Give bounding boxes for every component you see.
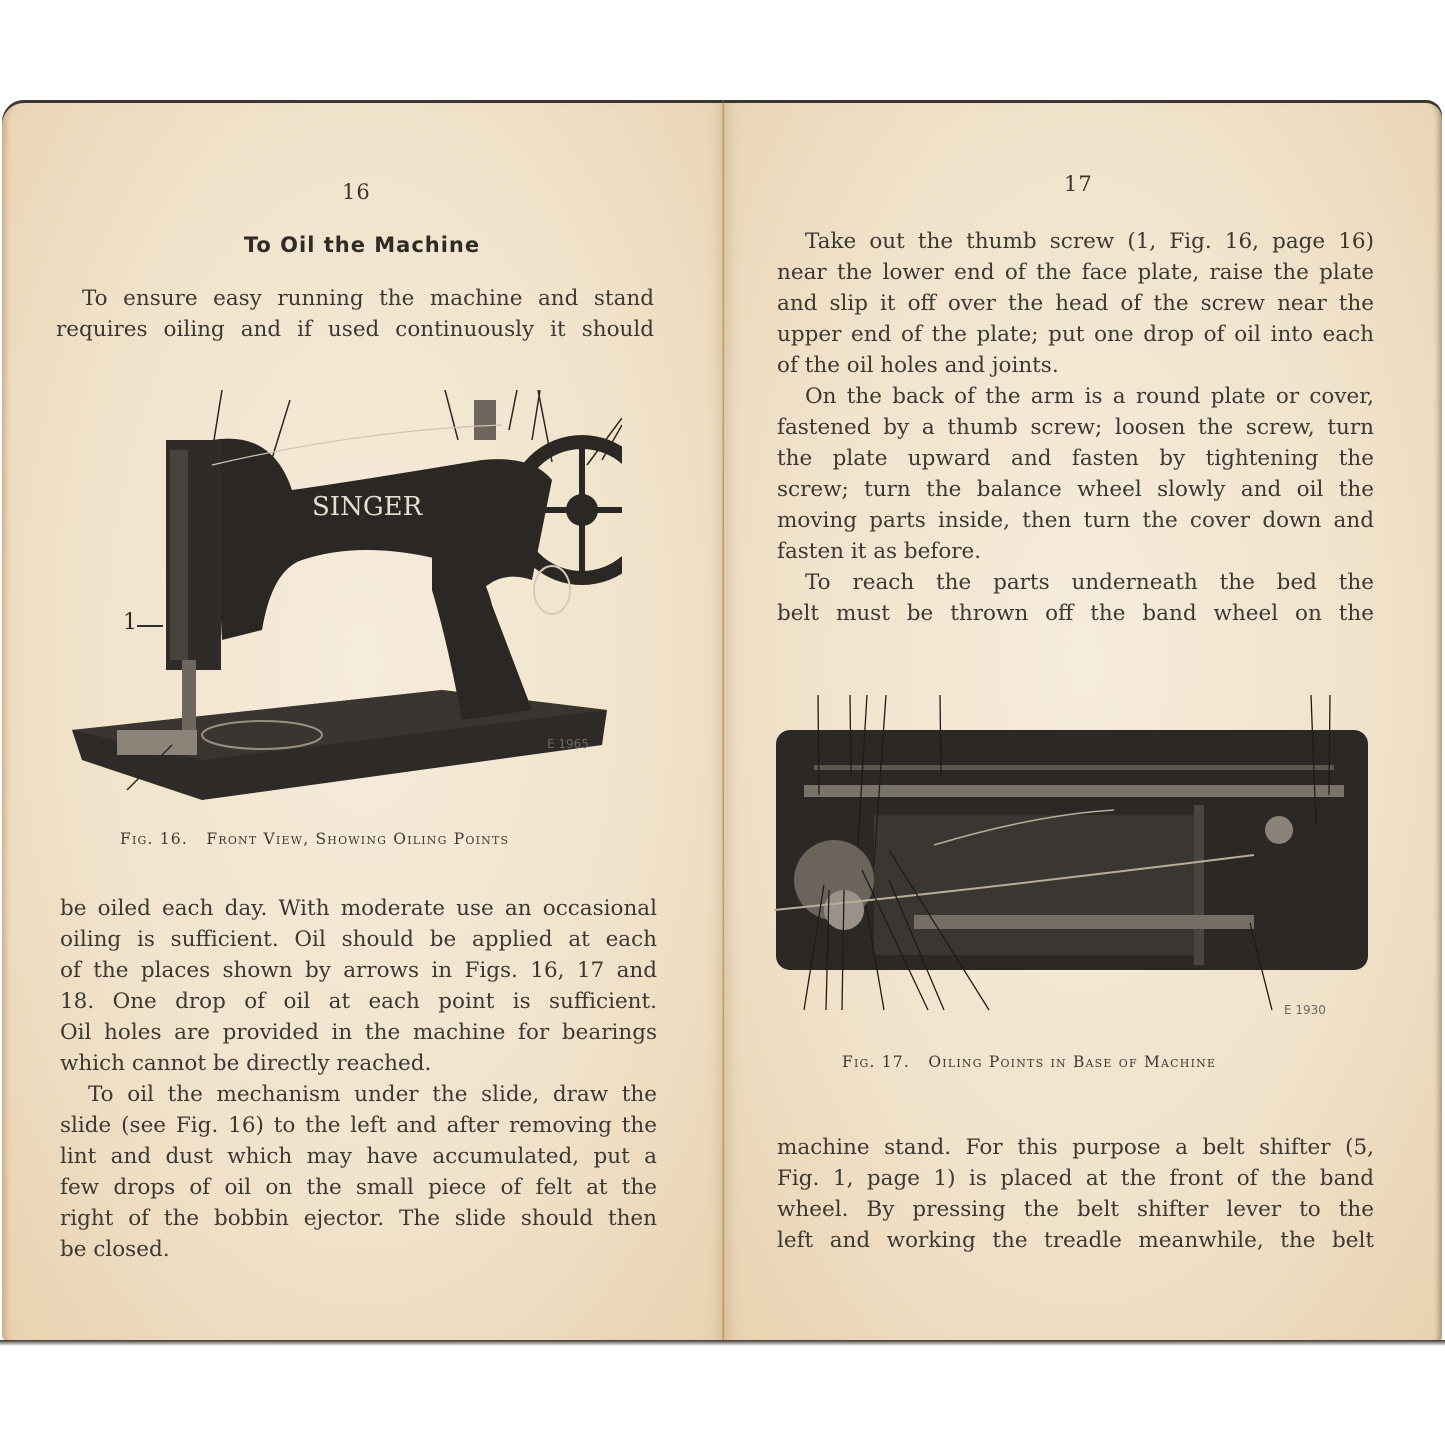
text-line: the plate upward and fasten by tightening the	[777, 446, 1374, 471]
text-line: On the back of the arm is a round plate or cover,	[805, 384, 1374, 409]
text-line: requires oiling and if used continuously it should	[56, 317, 654, 342]
brand-logo: SINGER	[312, 492, 423, 522]
text-line: of the places shown by arrows in Figs. 16, 17 and	[60, 958, 657, 983]
intro-paragraph	[56, 283, 654, 345]
text-line: slide (see Fig. 16) to the left and after removing the	[60, 1113, 657, 1138]
figure-label: Fig. 17.	[842, 1053, 910, 1071]
text-line: and slip it off over the head of the screw near the	[777, 291, 1374, 316]
figure-caption	[842, 1053, 1216, 1071]
figure-stamp: E 1930	[1284, 1003, 1326, 1017]
page-number: 17	[1064, 172, 1093, 196]
text-line: machine stand. For this purpose a belt shifter (5,	[777, 1135, 1374, 1160]
text-line: fasten it as before.	[777, 539, 982, 564]
text-line: To ensure easy running the machine and stand	[82, 286, 654, 311]
right-page	[724, 100, 1442, 1344]
top-paragraph	[777, 226, 1374, 629]
text-line: few drops of oil on the small piece of felt at the	[60, 1175, 657, 1200]
figure-stamp: E 1965	[547, 737, 589, 751]
section-heading: To Oil the Machine	[243, 233, 481, 257]
page-number: 16	[342, 180, 371, 204]
figure-label: Fig. 16.	[120, 830, 188, 848]
sewing-machine-figure	[62, 390, 622, 810]
text-line: fastened by a thumb screw; loosen the screw, turn	[777, 415, 1374, 440]
text-line: To reach the parts underneath the bed the	[805, 570, 1374, 595]
text-line: 18. One drop of oil at each point is sufficient.	[60, 989, 657, 1014]
text-line: oiling is sufficient. Oil should be applied at each	[60, 927, 657, 952]
machine-base-figure	[774, 695, 1374, 1015]
text-line: Fig. 1, page 1) is placed at the front of the band	[777, 1166, 1374, 1191]
text-line: of the oil holes and joints.	[777, 353, 1059, 378]
text-line: wheel. By pressing the belt shifter lever to the	[777, 1197, 1374, 1222]
text-line: moving parts inside, then turn the cover down and	[777, 508, 1374, 533]
text-line: upper end of the plate; put one drop of oil into each	[777, 322, 1374, 347]
figure-caption	[120, 830, 509, 848]
figure-caption-text: Front View, Showing Oiling Points	[206, 830, 510, 848]
text-line: right of the bobbin ejector. The slide should then	[60, 1206, 657, 1231]
text-line: Oil holes are provided in the machine for bearings	[60, 1020, 657, 1045]
text-line: which cannot be directly reached.	[60, 1051, 432, 1076]
book-bottom-edge	[0, 1340, 1445, 1346]
text-line: To oil the mechanism under the slide, draw the	[88, 1082, 657, 1107]
left-page	[2, 100, 724, 1344]
text-line: left and working the treadle meanwhile, the belt	[777, 1228, 1374, 1253]
text-line: be closed.	[60, 1237, 170, 1262]
figure-caption-text: Oiling Points in Base of Machine	[928, 1053, 1217, 1071]
callout-arrow	[137, 625, 163, 627]
callout-1: 1	[123, 610, 137, 635]
body-paragraph	[60, 893, 657, 1265]
text-line: screw; turn the balance wheel slowly and oil the	[777, 477, 1374, 502]
text-line: Take out the thumb screw (1, Fig. 16, page 16)	[805, 229, 1374, 254]
open-book	[0, 100, 1445, 1346]
bottom-paragraph	[777, 1132, 1374, 1256]
text-line: near the lower end of the face plate, raise the plate	[777, 260, 1374, 285]
text-line: belt must be thrown off the band wheel on the	[777, 601, 1374, 626]
text-line: lint and dust which may have accumulated, put a	[60, 1144, 657, 1169]
text-line: be oiled each day. With moderate use an occasional	[60, 896, 657, 921]
